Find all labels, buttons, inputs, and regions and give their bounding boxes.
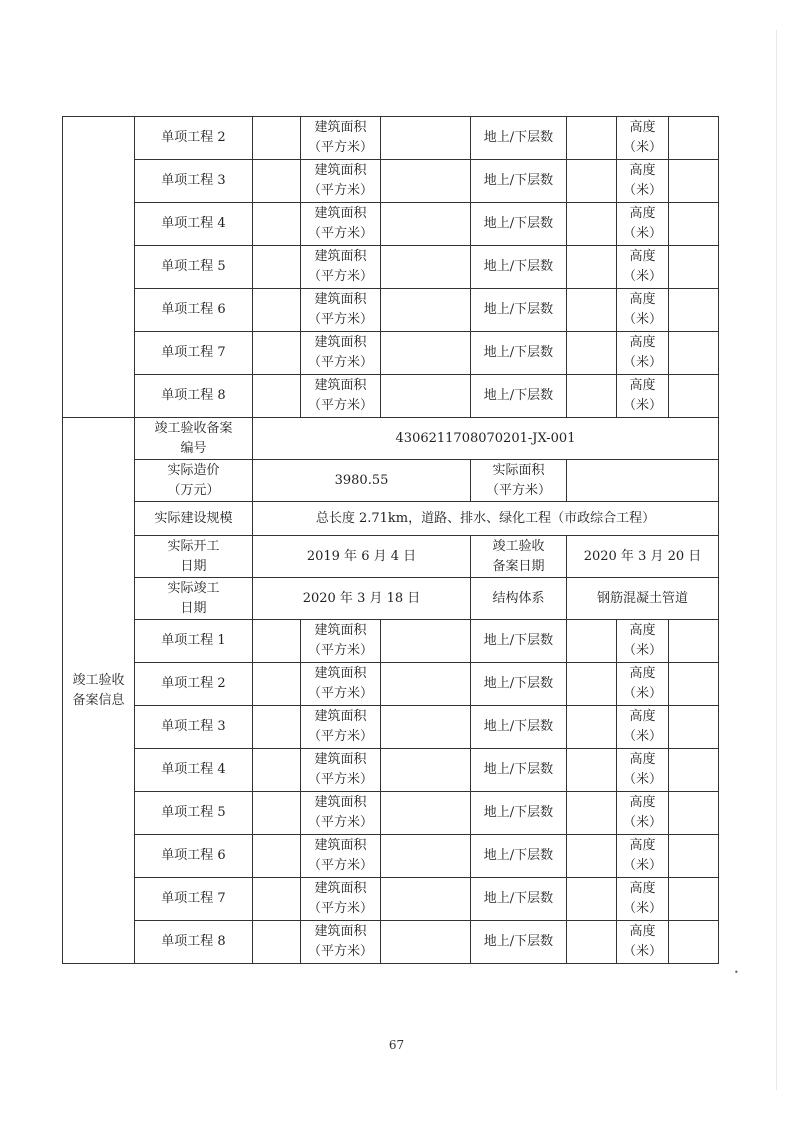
sub-project-blank xyxy=(253,246,301,289)
floors-label: 地上/下层数 xyxy=(471,835,567,878)
area-value xyxy=(381,620,471,663)
completion-date-label: 实际竣工 日期 xyxy=(135,578,253,620)
height-value xyxy=(669,620,719,663)
sub-project-name: 单项工程 5 xyxy=(135,246,253,289)
height-value xyxy=(669,878,719,921)
sub-project-name: 单项工程 4 xyxy=(135,749,253,792)
height-label: 高度 （米） xyxy=(617,117,669,160)
height-label: 高度 （米） xyxy=(617,878,669,921)
floors-label: 地上/下层数 xyxy=(471,160,567,203)
height-label: 高度 （米） xyxy=(617,792,669,835)
page-edge-line xyxy=(776,30,777,1090)
sub-project-name: 单项工程 6 xyxy=(135,289,253,332)
floors-value xyxy=(567,792,617,835)
area-value xyxy=(381,332,471,375)
height-value xyxy=(669,663,719,706)
height-label: 高度 （米） xyxy=(617,921,669,964)
record-number-value: 4306211708070201-JX-001 xyxy=(253,418,719,460)
sub-project-name: 单项工程 3 xyxy=(135,160,253,203)
sub-project-row xyxy=(63,375,719,418)
height-label: 高度 （米） xyxy=(617,749,669,792)
area-value xyxy=(381,792,471,835)
sub-project-blank xyxy=(253,749,301,792)
area-value xyxy=(381,835,471,878)
area-value xyxy=(381,921,471,964)
area-value xyxy=(381,117,471,160)
sub-project-name: 单项工程 7 xyxy=(135,332,253,375)
cost-value: 3980.55 xyxy=(253,460,471,502)
area-label: 建筑面积 （平方米） xyxy=(301,878,381,921)
structure-label: 结构体系 xyxy=(471,578,567,620)
sub-project-name: 单项工程 1 xyxy=(135,620,253,663)
sub-project-name: 单项工程 5 xyxy=(135,792,253,835)
floors-value xyxy=(567,706,617,749)
height-value xyxy=(669,835,719,878)
area-value xyxy=(381,749,471,792)
scan-mark: • xyxy=(734,968,739,977)
height-label: 高度 （米） xyxy=(617,620,669,663)
scale-label: 实际建设规模 xyxy=(135,502,253,536)
height-value xyxy=(669,289,719,332)
height-value xyxy=(669,375,719,418)
actual-area-label: 实际面积 （平方米） xyxy=(471,460,567,502)
sub-project-name: 单项工程 8 xyxy=(135,921,253,964)
sub-project-name: 单项工程 6 xyxy=(135,835,253,878)
sub-project-row xyxy=(63,246,719,289)
height-value xyxy=(669,706,719,749)
floors-value xyxy=(567,332,617,375)
start-date-value: 2019 年 6 月 4 日 xyxy=(253,536,471,578)
sub-project-row xyxy=(63,749,719,792)
start-date-label: 实际开工 日期 xyxy=(135,536,253,578)
height-value xyxy=(669,160,719,203)
sub-project-row xyxy=(63,663,719,706)
area-value xyxy=(381,160,471,203)
sub-project-blank xyxy=(253,792,301,835)
floors-label: 地上/下层数 xyxy=(471,203,567,246)
floors-value xyxy=(567,160,617,203)
height-label: 高度 （米） xyxy=(617,706,669,749)
height-value xyxy=(669,332,719,375)
height-label: 高度 （米） xyxy=(617,246,669,289)
sub-project-name: 单项工程 2 xyxy=(135,117,253,160)
sub-project-blank xyxy=(253,289,301,332)
sub-project-blank xyxy=(253,160,301,203)
height-value xyxy=(669,749,719,792)
floors-value xyxy=(567,749,617,792)
sub-project-row xyxy=(63,878,719,921)
sub-project-blank xyxy=(253,921,301,964)
area-label: 建筑面积 （平方米） xyxy=(301,835,381,878)
sub-project-row xyxy=(63,835,719,878)
area-label: 建筑面积 （平方米） xyxy=(301,706,381,749)
area-label: 建筑面积 （平方米） xyxy=(301,792,381,835)
floors-value xyxy=(567,375,617,418)
height-value xyxy=(669,246,719,289)
area-value xyxy=(381,878,471,921)
cost-row xyxy=(63,460,719,502)
scale-value: 总长度 2.71km，道路、排水、绿化工程（市政综合工程） xyxy=(253,502,719,536)
sub-project-row xyxy=(63,203,719,246)
page-number: 67 xyxy=(388,1038,405,1052)
area-label: 建筑面积 （平方米） xyxy=(301,203,381,246)
area-label: 建筑面积 （平方米） xyxy=(301,246,381,289)
area-value xyxy=(381,663,471,706)
height-label: 高度 （米） xyxy=(617,289,669,332)
area-label: 建筑面积 （平方米） xyxy=(301,375,381,418)
area-label: 建筑面积 （平方米） xyxy=(301,663,381,706)
sub-project-name: 单项工程 8 xyxy=(135,375,253,418)
sub-project-blank xyxy=(253,835,301,878)
area-label: 建筑面积 （平方米） xyxy=(301,289,381,332)
structure-value: 钢筋混凝土管道 xyxy=(567,578,719,620)
floors-value xyxy=(567,921,617,964)
sub-project-name: 单项工程 3 xyxy=(135,706,253,749)
height-label: 高度 （米） xyxy=(617,375,669,418)
floors-value xyxy=(567,289,617,332)
floors-label: 地上/下层数 xyxy=(471,289,567,332)
height-label: 高度 （米） xyxy=(617,203,669,246)
completion-date-value: 2020 年 3 月 18 日 xyxy=(253,578,471,620)
area-label: 建筑面积 （平方米） xyxy=(301,117,381,160)
area-value xyxy=(381,203,471,246)
floors-value xyxy=(567,835,617,878)
floors-label: 地上/下层数 xyxy=(471,663,567,706)
area-label: 建筑面积 （平方米） xyxy=(301,160,381,203)
floors-value xyxy=(567,878,617,921)
floors-label: 地上/下层数 xyxy=(471,878,567,921)
sub-project-blank xyxy=(253,706,301,749)
area-value xyxy=(381,289,471,332)
height-label: 高度 （米） xyxy=(617,663,669,706)
sub-project-row xyxy=(63,117,719,160)
sub-project-row xyxy=(63,289,719,332)
filing-date-value: 2020 年 3 月 20 日 xyxy=(567,536,719,578)
floors-label: 地上/下层数 xyxy=(471,749,567,792)
floors-value xyxy=(567,663,617,706)
height-label: 高度 （米） xyxy=(617,160,669,203)
scale-row xyxy=(63,502,719,536)
area-label: 建筑面积 （平方米） xyxy=(301,749,381,792)
record-number-label: 竣工验收备案 编号 xyxy=(135,418,253,460)
floors-label: 地上/下层数 xyxy=(471,117,567,160)
floors-value xyxy=(567,620,617,663)
floors-value xyxy=(567,203,617,246)
sub-project-blank xyxy=(253,375,301,418)
sub-project-blank xyxy=(253,878,301,921)
project-info-table xyxy=(62,116,719,964)
actual-area-value xyxy=(567,460,719,502)
floors-label: 地上/下层数 xyxy=(471,792,567,835)
area-label: 建筑面积 （平方米） xyxy=(301,332,381,375)
floors-value xyxy=(567,117,617,160)
record-number-row xyxy=(63,418,719,460)
section-label-acceptance: 竣工验收 备案信息 xyxy=(63,418,135,964)
sub-project-row xyxy=(63,921,719,964)
section-label-upper xyxy=(63,117,135,418)
area-value xyxy=(381,706,471,749)
height-value xyxy=(669,921,719,964)
sub-project-row xyxy=(63,706,719,749)
floors-label: 地上/下层数 xyxy=(471,620,567,663)
sub-project-blank xyxy=(253,663,301,706)
completion-row xyxy=(63,578,719,620)
height-value xyxy=(669,117,719,160)
floors-label: 地上/下层数 xyxy=(471,706,567,749)
floors-label: 地上/下层数 xyxy=(471,246,567,289)
sub-project-blank xyxy=(253,620,301,663)
height-value xyxy=(669,792,719,835)
height-label: 高度 （米） xyxy=(617,332,669,375)
floors-label: 地上/下层数 xyxy=(471,375,567,418)
sub-project-blank xyxy=(253,332,301,375)
floors-value xyxy=(567,246,617,289)
height-label: 高度 （米） xyxy=(617,835,669,878)
sub-project-blank xyxy=(253,203,301,246)
sub-project-row xyxy=(63,620,719,663)
sub-project-row xyxy=(63,792,719,835)
sub-project-blank xyxy=(253,117,301,160)
acceptance-block xyxy=(63,418,719,964)
sub-project-name: 单项工程 7 xyxy=(135,878,253,921)
sub-project-row xyxy=(63,160,719,203)
sub-project-name: 单项工程 2 xyxy=(135,663,253,706)
cost-label: 实际造价 （万元） xyxy=(135,460,253,502)
area-value xyxy=(381,246,471,289)
upper-block xyxy=(63,117,719,418)
dates-row xyxy=(63,536,719,578)
floors-label: 地上/下层数 xyxy=(471,921,567,964)
floors-label: 地上/下层数 xyxy=(471,332,567,375)
height-value xyxy=(669,203,719,246)
filing-date-label: 竣工验收 备案日期 xyxy=(471,536,567,578)
sub-project-name: 单项工程 4 xyxy=(135,203,253,246)
area-value xyxy=(381,375,471,418)
area-label: 建筑面积 （平方米） xyxy=(301,620,381,663)
area-label: 建筑面积 （平方米） xyxy=(301,921,381,964)
sub-project-row xyxy=(63,332,719,375)
